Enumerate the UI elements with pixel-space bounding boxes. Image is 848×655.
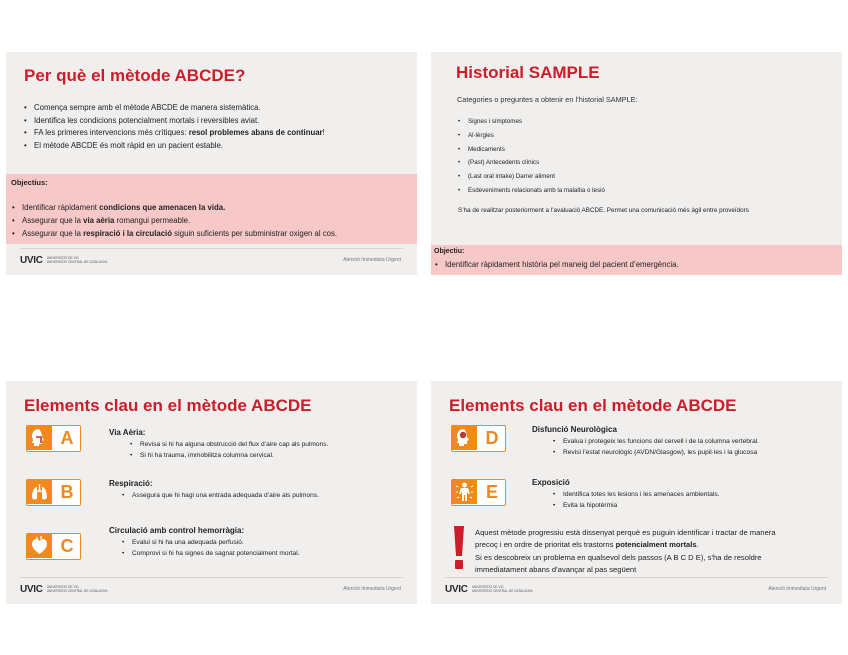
footer-divider (445, 577, 828, 578)
section-heading: Circulació amb control hemorràgia: (109, 526, 245, 535)
warning-line: Si es descobreix un problema en qualsevol dels passos (A B C D E), s’ha de resoldre (475, 552, 762, 562)
badge-d: D (451, 425, 506, 452)
objectives-label: Objectius: (11, 178, 48, 187)
section-list (553, 436, 759, 458)
objectives-list (12, 201, 337, 240)
list-item: • Si hi ha trauma, immobilitza columna cervical. (130, 450, 328, 461)
section-heading: Via Aèria: (109, 428, 146, 437)
section-heading: Respiració: (109, 479, 153, 488)
slide-subtitle: Categories o preguntes a obtenir en l’historial SAMPLE: (457, 95, 638, 104)
list-item: • Assegurar que la via aèria romangui permeable. (12, 214, 337, 227)
slide-key-elements-abc (6, 381, 417, 604)
list-item: • Assegurar que la respiració i la circulació siguin suficients per subministrar oxigen al cos. (12, 227, 337, 240)
intro-bullet-list (24, 102, 325, 152)
exclamation-icon (453, 525, 465, 571)
objective-label: Objectiu: (434, 248, 465, 255)
list-item: • Identifica totes les lesions i les amenaces ambientals. (553, 489, 720, 500)
list-item: • Identificar ràpidament història pel maneig del pacient d’emergència. (435, 260, 679, 269)
list-item: • (Last oral intake) Darrer aliment (458, 170, 605, 184)
list-item: • Signes i símptomes (458, 115, 605, 129)
list-item: • Assegura que hi hagi una entrada adequada d’aire als pulmons. (122, 490, 319, 501)
list-item: • Revisa si hi ha alguna obstrucció del flux d’aire cap als pulmons. (130, 439, 328, 450)
airway-head-icon (27, 426, 52, 450)
objectives-band (6, 174, 417, 244)
slide-key-elements-de (431, 381, 842, 604)
uvic-logo: UVIC UNIVERSITAT DE VIC UNIVERSITAT CENTRAL DE CATALUNYA (20, 584, 108, 595)
list-item: • Medicaments (458, 143, 605, 157)
slide-why-abcde (6, 52, 417, 275)
list-item: • Esdeveniments relacionats amb la malaltia o lesió (458, 184, 605, 198)
sample-note: S’ha de realitzar posteriorment a l’avaluació ABCDE. Permet una comunicació més àgil entre proveïdors (458, 207, 749, 214)
list-item: • Identificar ràpidament condicions que amenacen la vida. (12, 201, 337, 214)
list-item: • (Past) Antecedents clínics (458, 156, 605, 170)
course-name: Atenció Immediata Urgent (343, 586, 401, 592)
slide-title: Elements clau en el mètode ABCDE (449, 396, 737, 415)
list-item: • Revisi l’estat neurològic (AVDN/Glasgow), les pupil·les i la glucosa (553, 447, 759, 458)
list-item: • Comprovi si hi ha signes de sagnat potencialment mortal. (122, 548, 300, 559)
warning-line: Aquest mètode progressiu està dissenyat perquè es puguin identificar i tractar de manera (475, 528, 776, 537)
section-list (553, 489, 720, 511)
heart-icon (27, 534, 52, 558)
badge-a: A (26, 425, 81, 452)
warning-line: precoç i en ordre de prioritat els trastorns potencialment mortals. (475, 540, 699, 550)
badge-e: E (451, 479, 506, 506)
section-heading: Disfunció Neurològica (532, 425, 617, 434)
objective-band (431, 245, 842, 275)
slide-title: Elements clau en el mètode ABCDE (24, 396, 312, 415)
list-item: • FA les primeres intervencions més crítiques: resol problemes abans de continuar! (24, 127, 325, 140)
badge-c: C (26, 533, 81, 560)
uvic-logo: UVIC UNIVERSITAT DE VIC UNIVERSITAT CENTRAL DE CATALUNYA (20, 255, 108, 266)
list-item: • El mètode ABCDE és molt ràpid en un pacient estable. (24, 140, 325, 153)
uvic-logo: UVIC UNIVERSITAT DE VIC UNIVERSITAT CENTRAL DE CATALUNYA (445, 584, 533, 595)
lungs-icon (27, 480, 52, 504)
badge-b: B (26, 479, 81, 506)
course-name: Atenció Immediata Urgent (343, 257, 401, 263)
section-list (130, 439, 328, 461)
warning-text (475, 527, 825, 577)
course-name: Atenció Immediata Urgent (768, 586, 826, 592)
slide-title: Historial SAMPLE (456, 63, 600, 82)
list-item: • Al·lèrgies (458, 129, 605, 143)
section-list (122, 490, 319, 501)
list-item: • Evita la hipotèrmia (553, 500, 720, 511)
list-item: • Evalui si hi ha una adequada perfusió. (122, 537, 300, 548)
brain-head-icon (452, 426, 477, 450)
list-item: • Evalua i protegeix les funcions del cervell i de la columna vertebral. (553, 436, 759, 447)
footer-divider (20, 248, 403, 249)
slide-sample-history (431, 52, 842, 275)
list-item: • Identifica les condicions potencialment mortals i reversibles aviat. (24, 115, 325, 128)
warning-line: immediatament abans d’avançar al pas següent (475, 565, 637, 575)
list-item: • Comença sempre amb el mètode ABCDE de manera sistemàtica. (24, 102, 325, 115)
body-exposure-icon (452, 480, 477, 504)
section-list (122, 537, 300, 559)
section-heading: Exposició (532, 478, 570, 487)
slide-title: Per què el mètode ABCDE? (24, 66, 246, 85)
objective-list (435, 260, 679, 269)
footer-divider (20, 577, 403, 578)
sample-list (458, 115, 605, 198)
